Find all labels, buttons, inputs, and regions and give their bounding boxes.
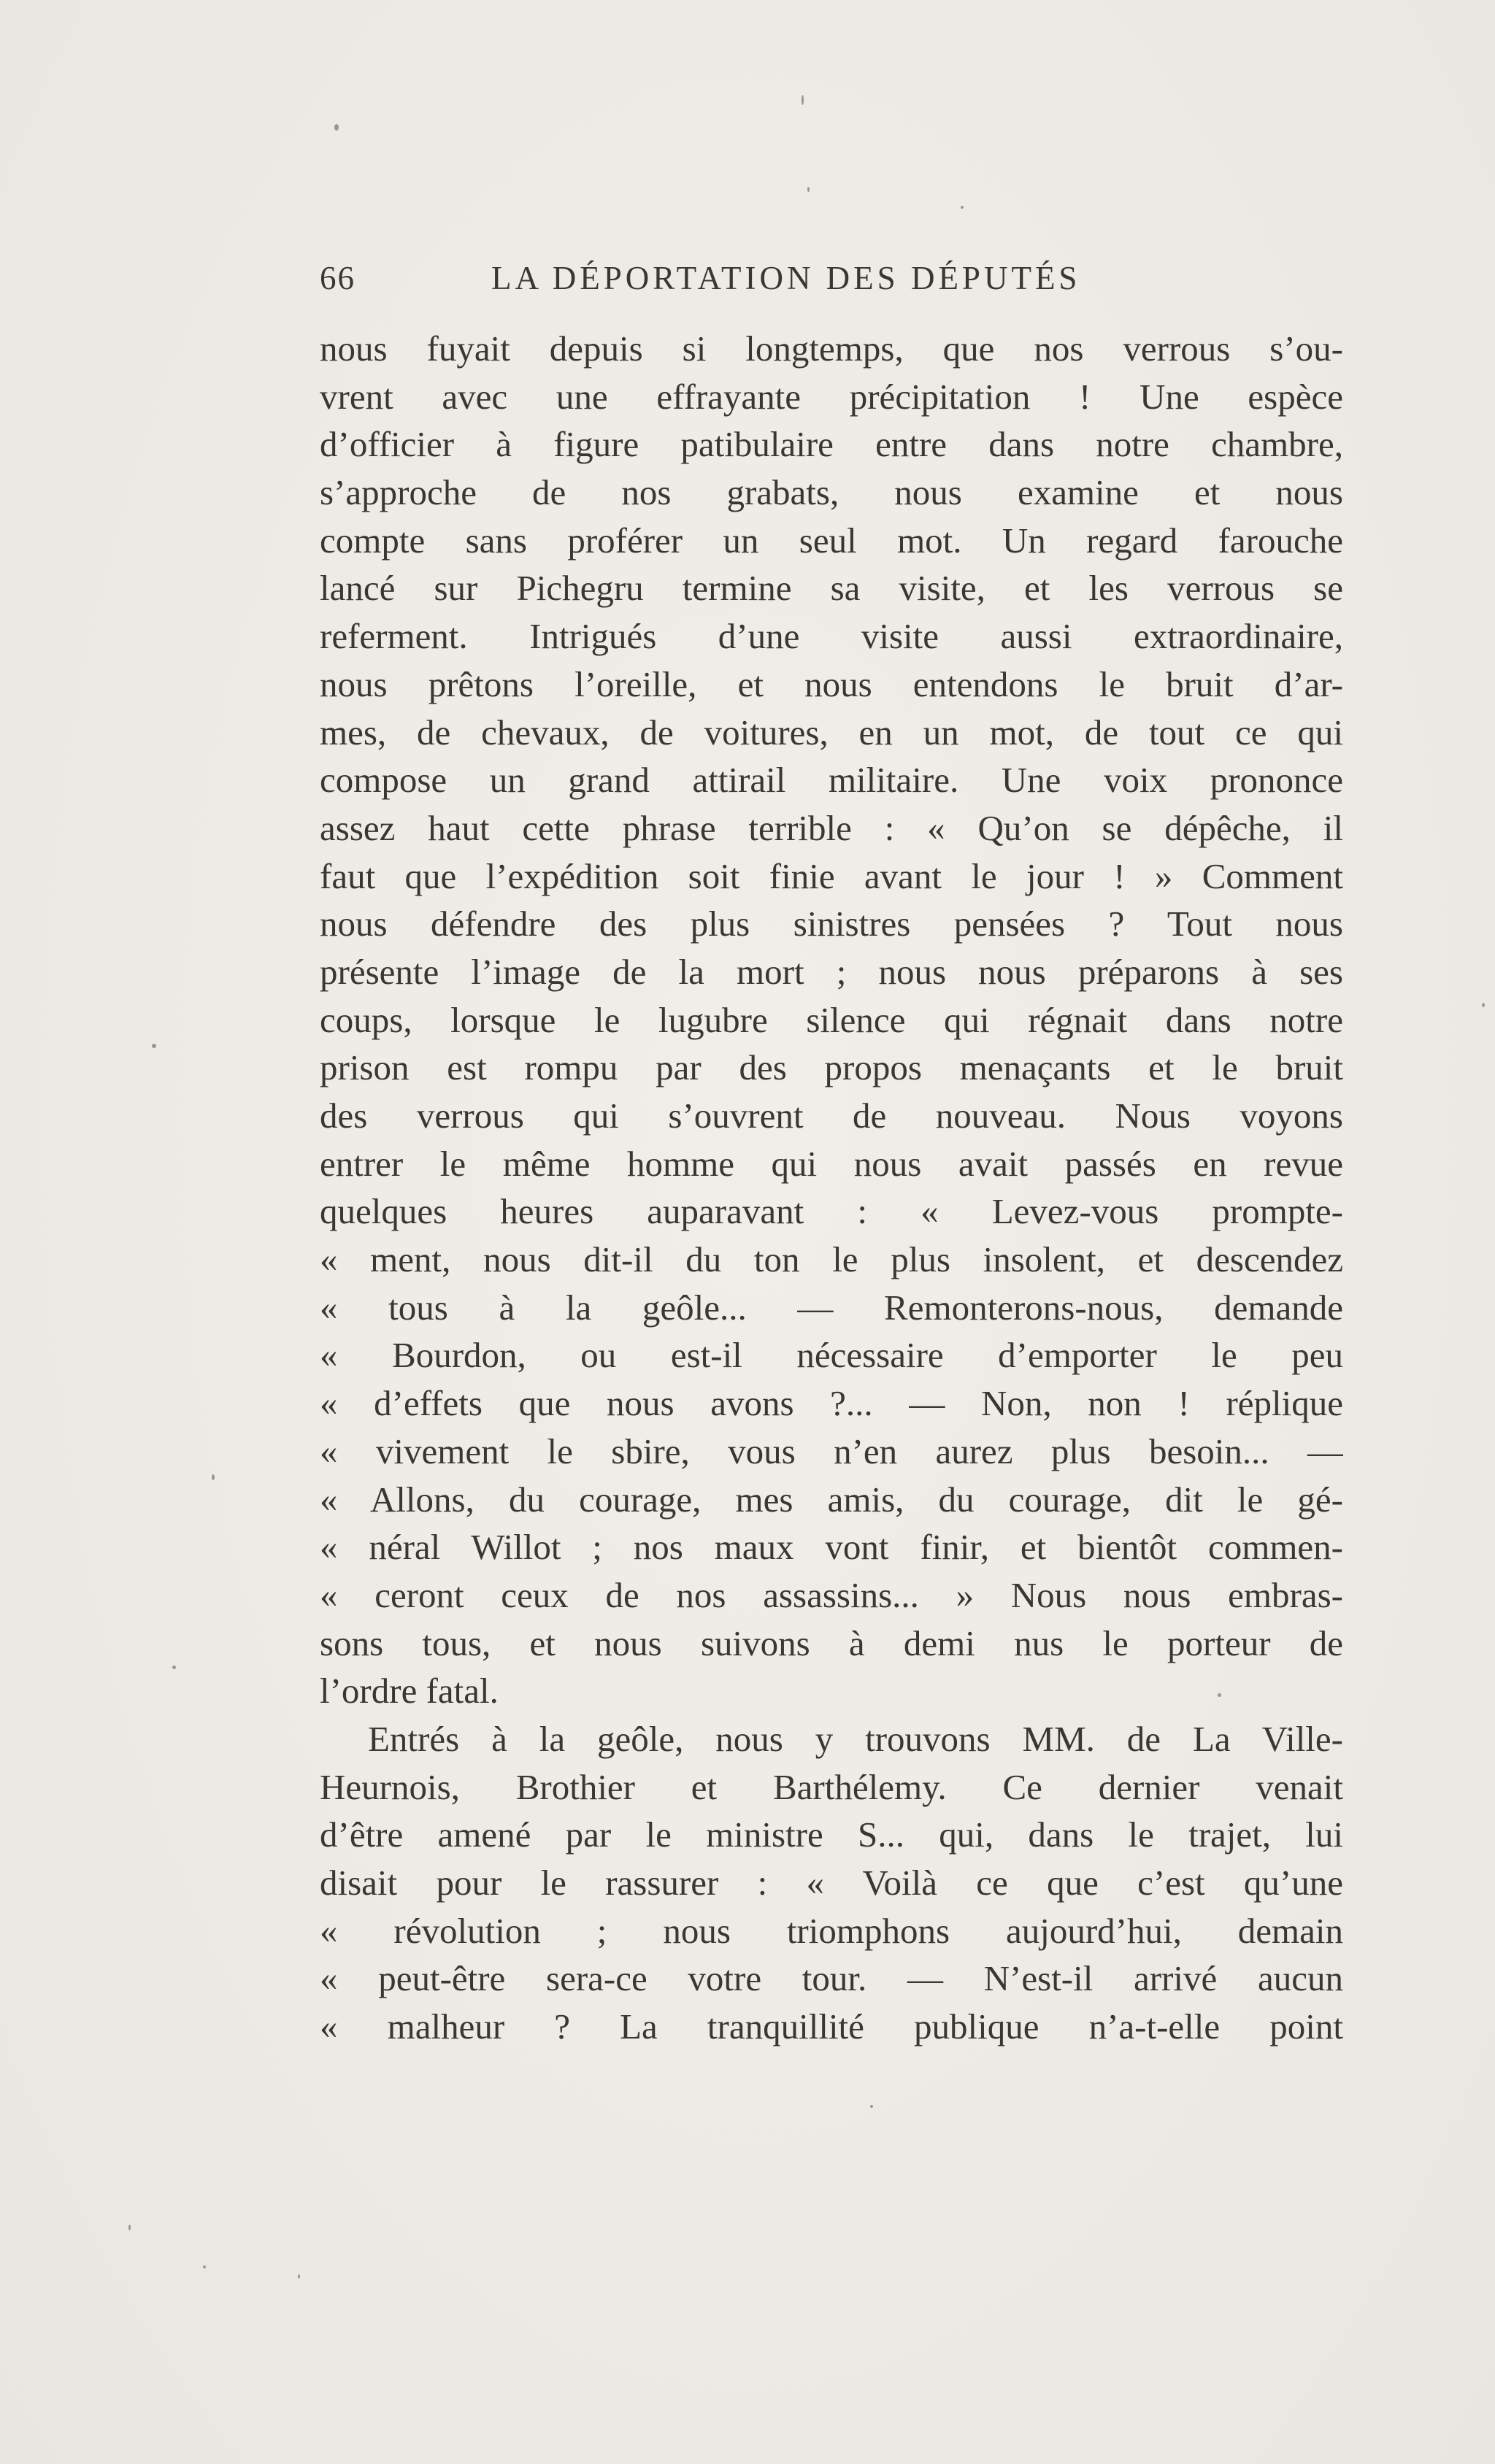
text-line: l’ordre fatal. — [320, 1671, 499, 1712]
text-line: Entrés à la geôle, nous y trouvons MM. de La Ville- — [368, 1718, 1343, 1759]
text-line: « ceront ceux de nos assassins... » Nous nous embras- — [320, 1574, 1343, 1615]
text-line: assez haut cette phrase terrible : « Qu’on se dépêche, il — [320, 807, 1343, 848]
paper-speck — [203, 2265, 206, 2268]
text-line: compte sans proférer un seul mot. Un regard farouche — [320, 520, 1343, 561]
text-line: « ment, nous dit-il du ton le plus insolent, et descendez — [320, 1239, 1343, 1280]
text-line: compose un grand attirail militaire. Une voix prononce — [320, 760, 1343, 801]
text-line: des verrous qui s’ouvrent de nouveau. Nous voyons — [320, 1096, 1343, 1136]
text-line: « malheur ? La tranquillité publique n’a-t-elle point — [320, 2006, 1343, 2047]
paper-speck — [128, 2225, 131, 2230]
paper-speck — [807, 187, 810, 192]
paper-speck — [212, 1474, 215, 1480]
text-line: « tous à la geôle... — Remonterons-nous, demande — [320, 1287, 1343, 1328]
text-line: lancé sur Pichegru termine sa visite, et les verrous se — [320, 568, 1343, 609]
text-line: entrer le même homme qui nous avait passés en revue — [320, 1143, 1343, 1184]
text-line: « Allons, du courage, mes amis, du courage, dit le gé- — [320, 1479, 1343, 1520]
paper-speck — [172, 1666, 176, 1669]
text-line: quelques heures auparavant : « Levez-vous prompte- — [320, 1191, 1343, 1232]
text-line: vrent avec une effrayante précipitation ! Une espèce — [320, 376, 1343, 417]
text-line: d’officier à figure patibulaire entre dans notre chambre, — [320, 424, 1343, 465]
text-line: referment. Intrigués d’une visite aussi extraordinaire, — [320, 616, 1343, 657]
running-head: LA DÉPORTATION DES DÉPUTÉS — [491, 260, 1081, 296]
paper-speck — [152, 1044, 156, 1048]
paper-speck — [1482, 1003, 1485, 1007]
text-line: « Bourdon, ou est-il nécessaire d’emporter le peu — [320, 1335, 1343, 1376]
page-number: 66 — [320, 260, 356, 296]
text-line: disait pour le rassurer : « Voilà ce que c’est qu’une — [320, 1863, 1343, 1903]
text-line: sons tous, et nous suivons à demi nus le porteur de — [320, 1622, 1343, 1663]
text-line: Heurnois, Brothier et Barthélemy. Ce dernier venait — [320, 1766, 1343, 1807]
text-line: nous défendre des plus sinistres pensées ? Tout nous — [320, 904, 1343, 944]
text-line: « néral Willot ; nos maux vont finir, et bientôt commen- — [320, 1527, 1343, 1568]
text-line: nous prêtons l’oreille, et nous entendons le bruit d’ar- — [320, 663, 1343, 704]
paper-speck — [802, 95, 804, 105]
text-line: « révolution ; nous triomphons aujourd’hui, demain — [320, 1910, 1343, 1951]
text-line: faut que l’expédition soit finie avant le jour ! » Comment — [320, 855, 1343, 896]
text-line: mes, de chevaux, de voitures, en un mot, de tout ce qui — [320, 712, 1343, 752]
text-line: coups, lorsque le lugubre silence qui régnait dans notre — [320, 999, 1343, 1040]
text-line: présente l’image de la mort ; nous nous préparons à ses — [320, 951, 1343, 992]
text-line: « peut-être sera-ce votre tour. — N’est-il arrivé aucun — [320, 1958, 1343, 1999]
paper-speck — [961, 206, 964, 209]
text-line: « d’effets que nous avons ?... — Non, non ! réplique — [320, 1383, 1343, 1424]
text-line: d’être amené par le ministre S... qui, dans le trajet, lui — [320, 1814, 1343, 1855]
paper-speck — [334, 124, 339, 131]
text-line: nous fuyait depuis si longtemps, que nos verrous s’ou- — [320, 328, 1343, 369]
page-header — [320, 259, 1342, 303]
body-text — [320, 325, 1343, 2051]
paper-speck — [298, 2274, 300, 2279]
text-line: prison est rompu par des propos menaçants et le bruit — [320, 1047, 1343, 1088]
text-line: « vivement le sbire, vous n’en aurez plus besoin... — — [320, 1431, 1343, 1471]
paper-speck — [870, 2105, 873, 2108]
text-line: s’approche de nos grabats, nous examine et nous — [320, 472, 1343, 513]
